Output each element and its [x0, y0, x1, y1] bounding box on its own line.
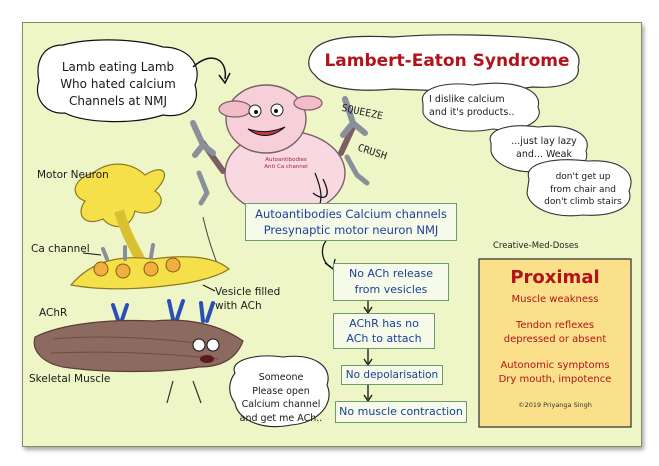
- vesicle-label-line: with ACh: [215, 300, 262, 312]
- achr-label: AChR: [39, 307, 68, 319]
- crush-sound: CRUSH: [356, 142, 389, 163]
- muscle-line: Calcium channel: [241, 399, 321, 410]
- flow-box-no-depolarisation: No depolarisation: [341, 365, 443, 385]
- credit-text: Creative-Med-Doses: [493, 241, 579, 251]
- flow-box-line: from vesicles: [354, 283, 428, 296]
- vesicle-label-line: Vesicle filled: [215, 286, 281, 298]
- flow-box-no-contraction: No muscle contraction: [335, 401, 467, 423]
- dislike-line: and it's products..: [429, 107, 515, 118]
- ca-channel-label: Ca channel: [31, 243, 90, 255]
- stairs-line: from chair and: [550, 184, 616, 195]
- motor-neuron-label: Motor Neuron: [37, 169, 109, 181]
- lamb-line: Lamb eating Lamb: [61, 60, 175, 74]
- dislike-line: I dislike calcium: [429, 94, 505, 105]
- stairs-line: don't climb stairs: [544, 197, 622, 207]
- lazy-line: and... Weak: [516, 149, 572, 160]
- illustration-card: [22, 22, 642, 447]
- muscle-line: Someone: [258, 372, 304, 383]
- lamb-bubble-text: [47, 59, 189, 110]
- symptom-panel: [479, 267, 631, 409]
- skeletal-muscle-label: Skeletal Muscle: [29, 373, 111, 385]
- flow-box-line: ACh to attach: [346, 332, 422, 345]
- copyright-text: ©2019 Priyanga Singh: [518, 401, 592, 409]
- panel-line: depressed or absent: [503, 334, 607, 345]
- flow-box-line: AChR has no: [349, 317, 419, 330]
- lazy-line: ...just lay lazy: [511, 136, 577, 147]
- panel-line: Tendon reflexes: [515, 320, 595, 331]
- squeeze-sound: SQUEEZE: [340, 102, 384, 123]
- flow-box-line: No ACh release: [348, 267, 434, 280]
- lazy-bubble-text: [499, 135, 589, 161]
- page-title: Lambert-Eaton Syndrome: [324, 51, 570, 71]
- sheep-label: [249, 157, 323, 171]
- lamb-line: Who hated calcium: [60, 77, 176, 91]
- muscle-line: Please open: [252, 385, 310, 397]
- vesicle-label: [215, 285, 280, 313]
- sheep-label-line: Autoantibodies: [265, 157, 307, 163]
- flow-box-autoantibodies: [245, 203, 457, 241]
- panel-line: Dry mouth, impotence: [498, 374, 612, 385]
- lamb-line: Channels at NMJ: [68, 94, 168, 108]
- panel-line: Autonomic symptoms: [500, 360, 610, 371]
- stairs-bubble-text: [533, 171, 633, 209]
- muscle-bubble-text: [235, 371, 327, 425]
- flow-box-achr: [333, 313, 435, 349]
- flow-box-no-ach-release: [333, 263, 449, 301]
- dislike-bubble-text: [429, 93, 539, 119]
- panel-line: Muscle weakness: [511, 294, 599, 305]
- stairs-line: don't get up: [555, 172, 611, 182]
- panel-heading: Proximal: [510, 267, 600, 288]
- vesicle-label-arrow: [203, 285, 215, 291]
- flow-box-line: Presynaptic motor neuron NMJ: [263, 223, 439, 237]
- flow-box-line: Autoantibodies Calcium channels: [255, 207, 447, 221]
- sheep-label-line: Anti Ca channel: [264, 164, 308, 170]
- muscle-line: and get me ACh..: [239, 412, 323, 424]
